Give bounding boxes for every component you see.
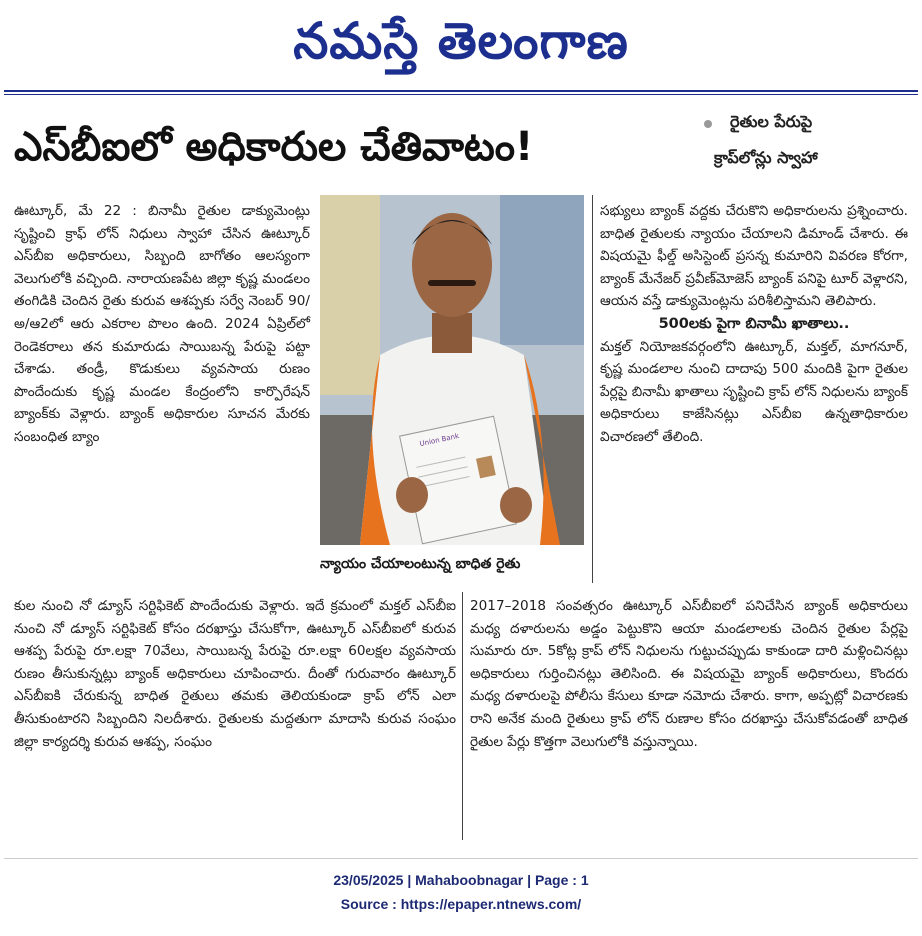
- headline: ఎస్‌బీఐలో అధికారుల చేతివాటం!: [14, 124, 534, 170]
- subdeck-line-2: క్రాప్‌లోన్లు స్వాహా: [714, 148, 818, 167]
- bullet-icon: [704, 120, 712, 128]
- paragraph: కుల నుంచి నో డ్యూస్ సర్టిఫికెట్ పొందేందుకు వెళ్లారు. ఇదే క్రమంలో మక్తల్ ఎస్‌బీఐ నుంచి నో డ్యూస్ సర్టిఫికెట్ కోసం దరఖాస్తు చేసుకోగా, ఊట్కూర్ ఎస్‌బీఐలో కురువ ఆశప్ప పేరుపై రూ.లక్షా 70వేలు, సాయిబన్న పేరుపై రూ.లక్షా 60లక్షల వ్యవసాయ రుణం తీసుకున్నట్లు బ్యాంక్ అధికారులు చూపించారు. దీంతో గురువారం ఊట్కూర్ ఎస్‌బీఐకి చేరుకున్న బాధిత రైతులు తమకు తెలియకుండా క్రాప్ లోన్ ఎలా తీసుకుంటారని సిబ్బందిని నిలదీశారు. రైతులకు మద్దతుగా మాదాసి కురువ సంఘం జిల్లా కార్యదర్శి కురువ ఆశప్ప, సంఘం: [14, 598, 456, 750]
- paragraph: 2017–2018 సంవత్సరం ఊట్కూర్ ఎస్‌బీఐలో పనిచేసిన బ్యాంక్ అధికారులు మధ్య దళారులను అడ్డం పెట్టుకొని ఆయా మండలాలకు చెందిన రైతుల పేర్లపై సుమారు రూ. 5కోట్ల క్రాప్ లోన్ నిధులను గుట్టుచప్పుడు కాకుండా దారి మళ్లించినట్లు అధికారులు గుర్తించినట్లు తెలిసింది. ఈ విషయమై బ్యాంక్ అధికారులు, కొందరు మధ్య దళారులపై పోలీసు కేసులు కూడా నమోదు చేశారు. కాగా, అప్పట్లో విచారణకు రాని అనేక మంది రైతులు క్రాప్ లోన్ రుణాల కోసం దరఖాస్తు చేసుకోవడంతో బాధిత రైతుల పేర్లు కొత్తగా వెలుగులోకి వస్తున్నాయి.: [470, 598, 908, 750]
- article-column-2: [14, 595, 456, 753]
- paragraph: సభ్యులు బ్యాంక్ వద్దకు చేరుకొని అధికారులను ప్రశ్నించారు. బాధిత రైతులకు న్యాయం చేయాలని డిమాండ్ చేశారు. ఈ విషయమై ఫీల్డ్ అసిస్టెంట్ ప్రసన్న కుమారిని వివరణ కోరగా, బ్యాంక్ మేనేజర్ ప్రవీణ్‌మోజెస్ బ్యాంక్ పనిపై టూర్ వెళ్లారని, ఆయన వస్తే డాక్యుమెంట్లను పరిశీలిస్తామని తెలిపారు.: [600, 203, 908, 310]
- footer-source: Source : https://epaper.ntnews.com/: [340, 896, 582, 912]
- subdeck: [700, 112, 910, 192]
- paragraph: ఊట్కూర్, మే 22 : బినామీ రైతుల డాక్యుమెంట్లు సృష్టించి క్రాఫ్ లోన్ నిధులు స్వాహా చేసిన ఊట్కూర్ ఎస్‌బీఐ అధికారులు, సిబ్బంది బాగోతం ఆలస్యంగా వెలుగులోకి వచ్చింది. నారాయణపేట జిల్లా కృష్ణ మండలం తంగిడికి చెందిన రైతు కురువ ఆశప్పకు సర్వే నెంబర్ 90/అ/ఆ2లో ఆరు ఎకరాల పొలం ఉంది. 2024 ఏప్రిల్‌లో రెండెకరాలు తన కుమారుడు సాయిబన్న పేరుపై పట్టా చేశాడు. తండ్రీ, కొడుకులు వ్యవసాయ రుణం పొందేందుకు కృష్ణ మండల కేంద్రంలోని కార్పొరేషన్ బ్యాంక్‌కు వెళ్లారు. బ్యాంక్ అధికారుల సూచన మేరకు సంబంధిత బ్యాం: [14, 203, 310, 445]
- footer-date-edition: 23/05/2025 | Mahaboobnagar | Page : 1: [333, 872, 589, 888]
- article-column-4: [470, 595, 908, 753]
- article-column-3: [600, 200, 908, 449]
- masthead-divider: [4, 90, 918, 92]
- farmer-photo-illustration: [320, 195, 584, 545]
- paragraph: మక్తల్ నియోజకవర్గంలోని ఊట్కూర్, మక్తల్, మాగనూర్, కృష్ణ మండలాల నుంచి దాదాపు 500 మందికి పైగా రైతుల పేర్లపై బినామీ ఖాతాలు సృష్టించి క్రాప్ లోన్ నిధులను బ్యాంక్ అధికారులు కాజేసినట్లు ఎస్‌బీఐ ఉన్నతాధికారుల విచారణలో తేలింది.: [600, 338, 908, 445]
- footer-divider: [4, 858, 918, 859]
- subdeck-line-1: రైతుల పేరుపై: [730, 112, 813, 131]
- newspaper-title: నమస్తే తెలంగాణ: [293, 11, 629, 70]
- column-divider: [462, 592, 463, 840]
- section-subhead: 500లకు పైగా బినామీ ఖాతాలు..: [658, 315, 850, 332]
- column-divider: [592, 195, 593, 583]
- photo-caption: న్యాయం చేయాలంటున్న బాధిత రైతు: [320, 556, 521, 572]
- form-header: Union Bank: [418, 431, 460, 449]
- masthead: [0, 2, 922, 80]
- news-photo: [320, 195, 584, 545]
- masthead-divider-thin: [4, 94, 918, 95]
- article-column-1: [14, 200, 310, 449]
